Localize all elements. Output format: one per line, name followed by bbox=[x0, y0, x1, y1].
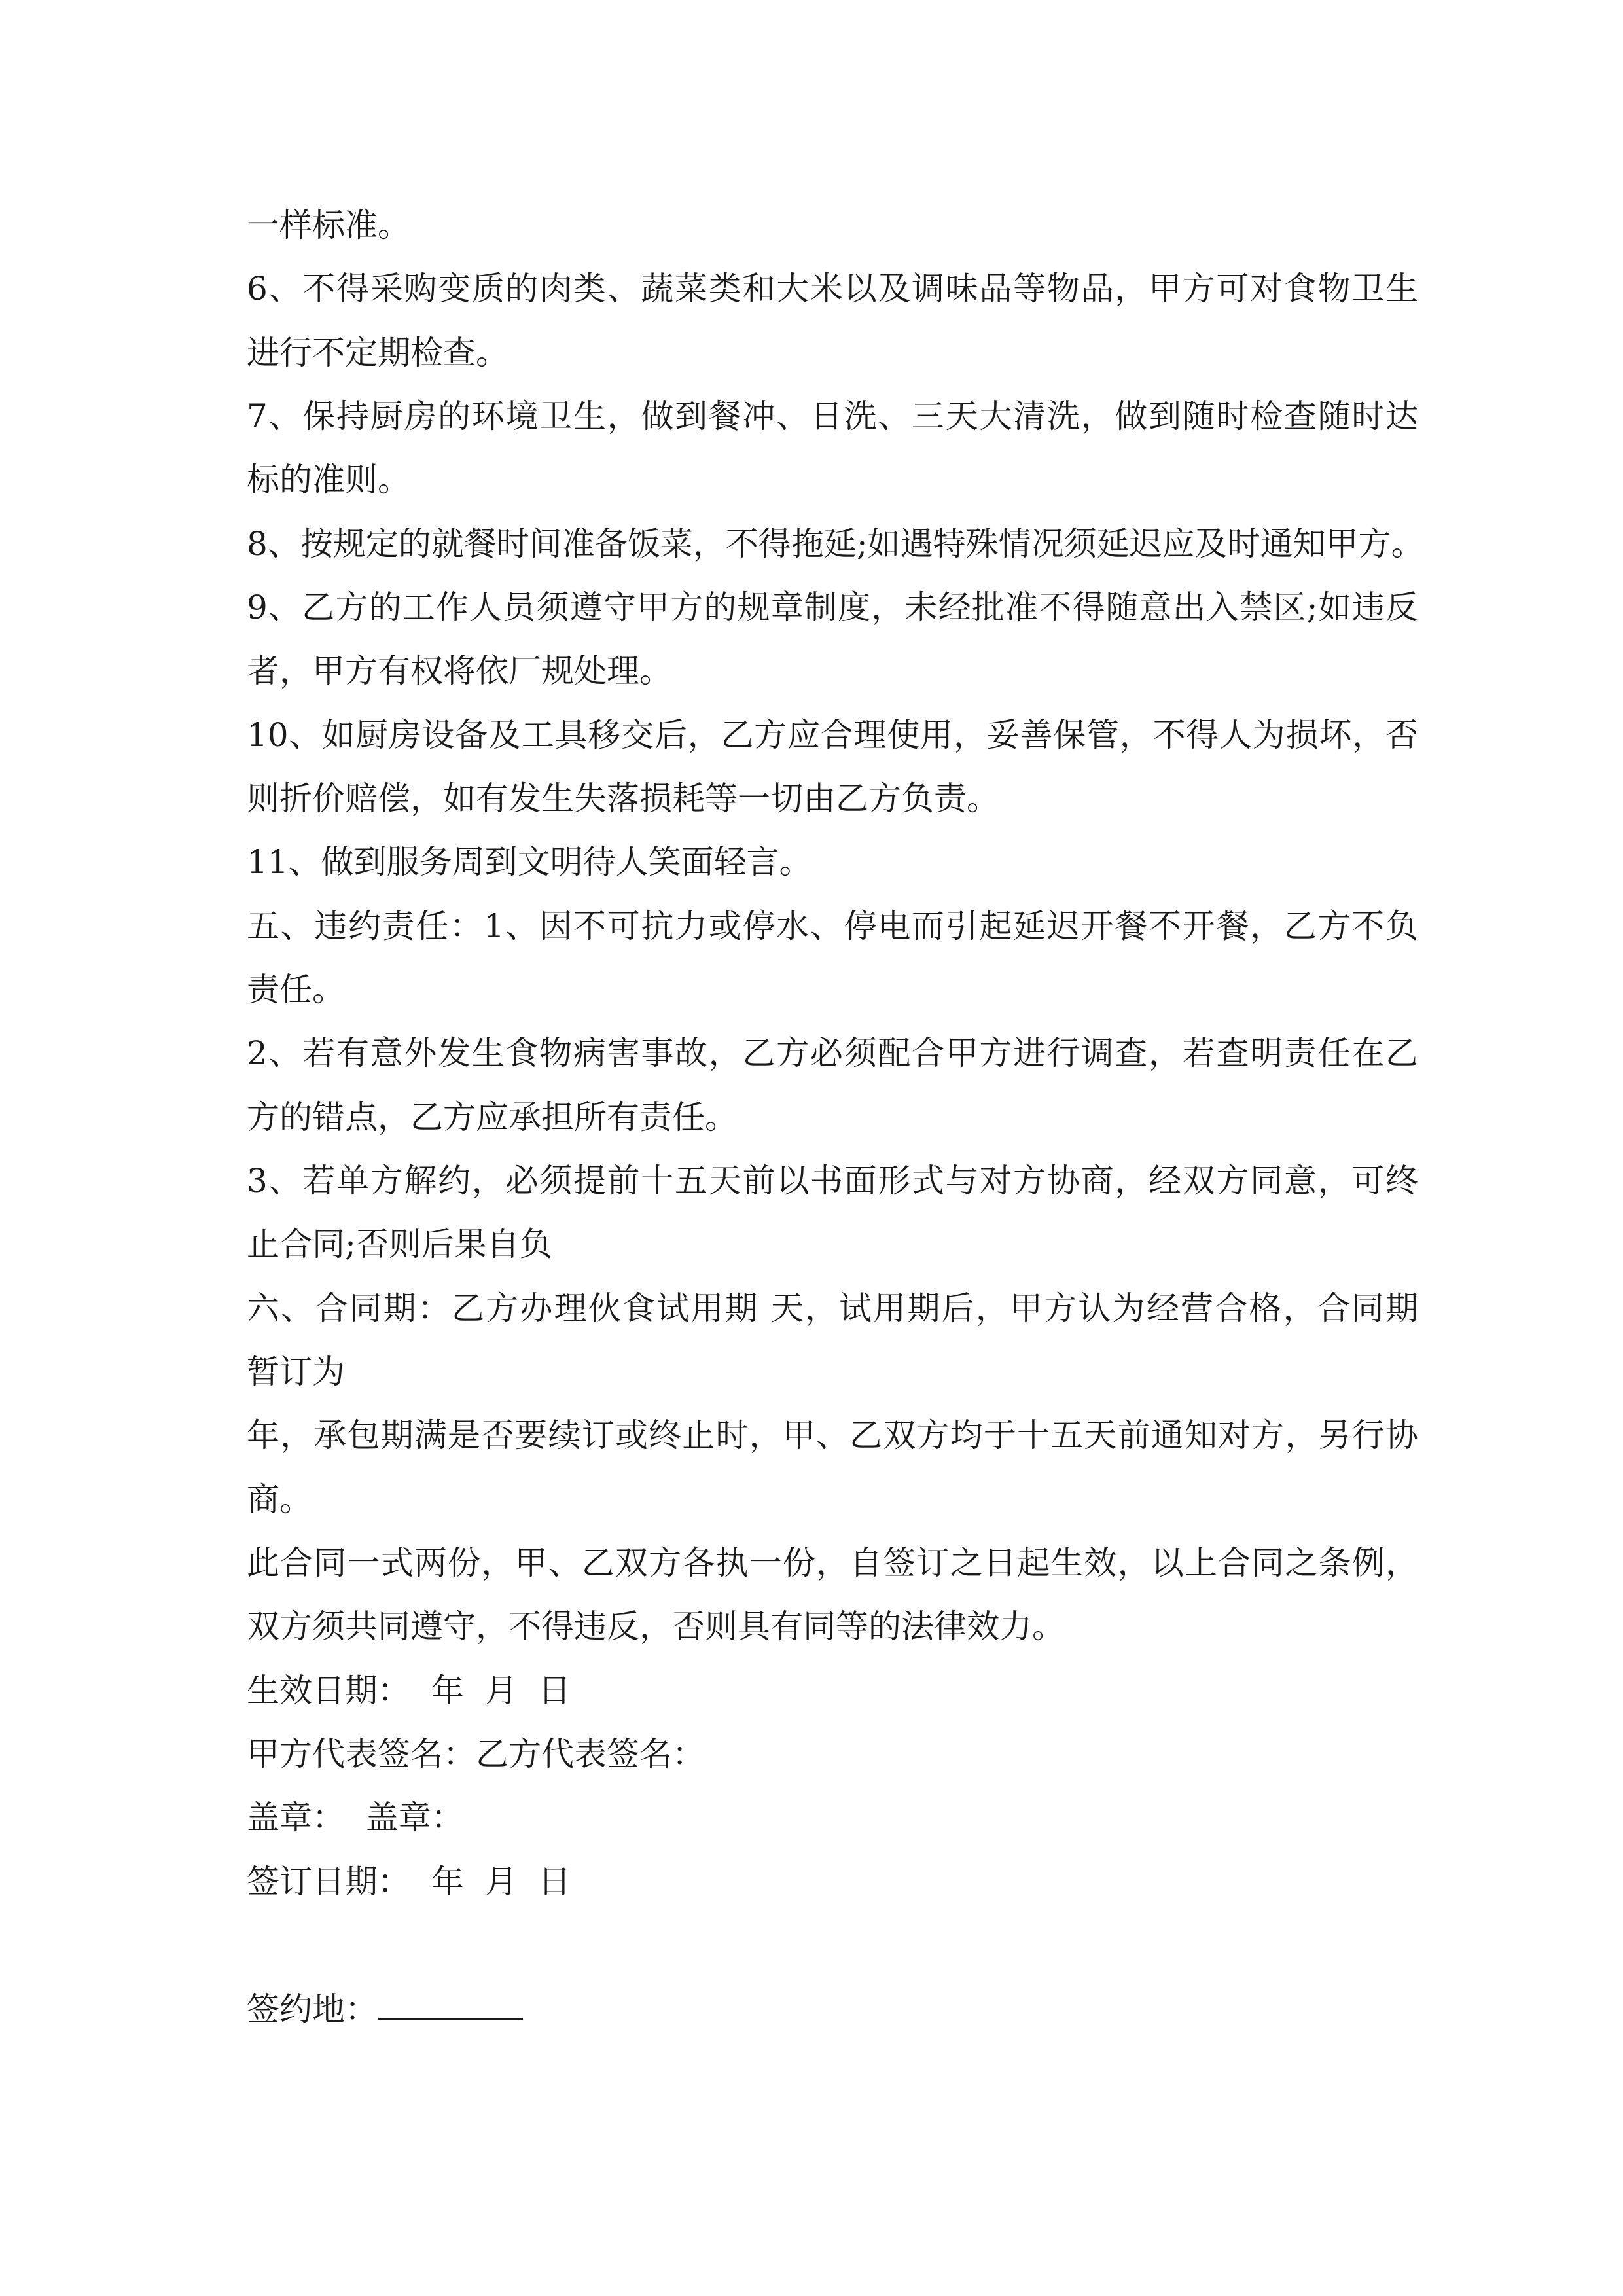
text-line: 11、做到服务周到文明待人笑面轻言。 bbox=[247, 843, 812, 881]
sign-place-blank bbox=[378, 1988, 523, 2020]
signing-date-line: 签订日期： 年 月 日 bbox=[247, 1863, 571, 1901]
sign-place-line bbox=[247, 1988, 1418, 2030]
text-line: 8、按规定的就餐时间准备饭菜，不得拖延;如遇特殊情况须延迟应及时通知甲方。 bbox=[247, 525, 1424, 563]
text-line: 进行不定期检查。 bbox=[247, 334, 508, 372]
seal-line: 盖章： 盖章： bbox=[247, 1799, 464, 1837]
text-line: 责任。 bbox=[247, 971, 345, 1009]
text-line: 止合同;否则后果自负 bbox=[247, 1225, 552, 1263]
text-line: 6、不得采购变质的肉类、蔬菜类和大米以及调味品等物品，甲方可对食物卫生 bbox=[247, 270, 1418, 308]
text-line: 六、合同期：乙方办理伙食试用期 天，试用期后，甲方认为经营合格，合同期 bbox=[247, 1289, 1418, 1327]
sign-place-label: 签约地： bbox=[247, 1990, 378, 2028]
text-line: 3、若单方解约，必须提前十五天前以书面形式与对方协商，经双方同意，可终 bbox=[247, 1162, 1418, 1200]
text-line: 则折价赔偿，如有发生失落损耗等一切由乙方负责。 bbox=[247, 780, 999, 817]
text-line: 年，承包期满是否要续订或终止时，甲、乙双方均于十五天前通知对方，另行协 bbox=[247, 1416, 1418, 1454]
effective-date-line: 生效日期： 年 月 日 bbox=[247, 1672, 571, 1710]
text-line: 方的错点，乙方应承担所有责任。 bbox=[247, 1098, 738, 1136]
text-line: 暂订为 bbox=[247, 1353, 345, 1391]
text-line: 五、违约责任：1、因不可抗力或停水、停电而引起延迟开餐不开餐，乙方不负 bbox=[247, 907, 1418, 945]
text-line: 双方须共同遵守，不得违反，否则具有同等的法律效力。 bbox=[247, 1607, 1065, 1645]
text-line: 7、保持厨房的环境卫生，做到餐冲、日洗、三天大清洗，做到随时检查随时达 bbox=[247, 397, 1418, 435]
text-line: 者，甲方有权将依厂规处理。 bbox=[247, 652, 672, 690]
text-line: 商。 bbox=[247, 1480, 312, 1518]
text-line: 标的准则。 bbox=[247, 461, 410, 499]
text-line: 9、乙方的工作人员须遵守甲方的规章制度，未经批准不得随意出入禁区;如违反 bbox=[247, 588, 1418, 626]
text-line: 一样标准。 bbox=[247, 206, 410, 244]
text-line: 10、如厨房设备及工具移交后，乙方应合理使用，妥善保管，不得人为损坏，否 bbox=[247, 716, 1418, 754]
text-line: 2、若有意外发生食物病害事故，乙方必须配合甲方进行调查，若查明责任在乙 bbox=[247, 1034, 1418, 1072]
text-line: 此合同一式两份，甲、乙双方各执一份，自签订之日起生效，以上合同之条例， bbox=[247, 1544, 1418, 1582]
signature-line: 甲方代表签名：乙方代表签名： bbox=[247, 1735, 705, 1773]
